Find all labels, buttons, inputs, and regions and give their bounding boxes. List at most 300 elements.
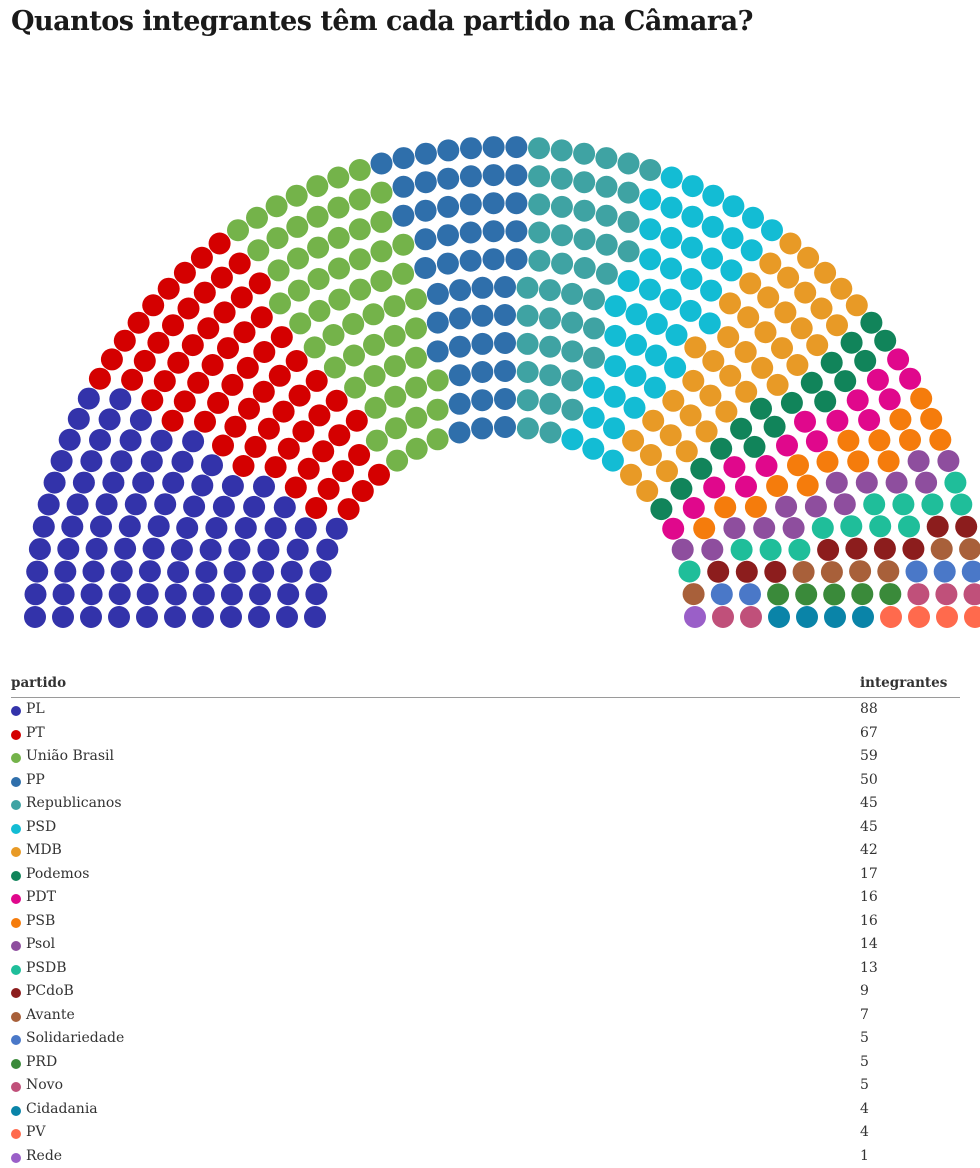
- seat-união-brasil: [370, 211, 392, 233]
- seat-pl: [276, 606, 298, 628]
- seat-mdb: [682, 370, 704, 392]
- seat-psd: [741, 239, 763, 261]
- seat-republicanos: [595, 147, 617, 169]
- seat-pt: [209, 233, 231, 255]
- party-members: 1: [860, 1148, 869, 1164]
- party-color-dot: [11, 1153, 21, 1163]
- seat-pt: [308, 404, 330, 426]
- seat-pdt: [858, 409, 880, 431]
- seat-mdb: [786, 354, 808, 376]
- seat-união-brasil: [308, 268, 330, 290]
- seat-psd: [660, 289, 682, 311]
- seat-pl: [29, 538, 51, 560]
- seat-pt: [289, 385, 311, 407]
- seat-psol: [834, 493, 856, 515]
- seat-união-brasil: [328, 197, 350, 219]
- seat-pp: [494, 360, 516, 382]
- seat-pp: [460, 193, 482, 215]
- seat-pp: [460, 165, 482, 187]
- party-members: 67: [860, 725, 878, 741]
- seat-pl: [24, 606, 46, 628]
- seat-pt: [211, 267, 233, 289]
- seat-pl: [73, 472, 95, 494]
- seat-avante: [683, 583, 705, 605]
- seat-psd: [645, 345, 667, 367]
- seat-pl: [57, 538, 79, 560]
- seat-pl: [162, 472, 184, 494]
- seat-pl: [176, 517, 198, 539]
- seat-pl: [248, 606, 270, 628]
- seat-podemos: [744, 436, 766, 458]
- seat-pt: [182, 334, 204, 356]
- seat-podemos: [860, 312, 882, 334]
- seat-psd: [625, 334, 647, 356]
- seat-mdb: [826, 314, 848, 336]
- seat-novo: [935, 583, 957, 605]
- seat-podemos: [874, 330, 896, 352]
- seat-união-brasil: [307, 237, 329, 259]
- party-name: União Brasil: [26, 748, 114, 764]
- seat-pt: [134, 350, 156, 372]
- seat-pl: [277, 583, 299, 605]
- seat-pt: [191, 247, 213, 269]
- seat-republicanos: [618, 240, 640, 262]
- seat-pl: [141, 450, 163, 472]
- seat-psol: [886, 472, 908, 494]
- seat-pdt: [887, 348, 909, 370]
- seat-mdb: [757, 286, 779, 308]
- seat-pp: [460, 250, 482, 272]
- seat-pt: [278, 438, 300, 460]
- seat-pl: [68, 408, 90, 430]
- seat-republicanos: [561, 283, 583, 305]
- seat-união-brasil: [287, 248, 309, 270]
- seat-pl: [172, 451, 194, 473]
- seat-pl: [80, 450, 102, 472]
- seat-republicanos: [573, 143, 595, 165]
- seat-pp: [449, 307, 471, 329]
- seat-união-brasil: [286, 216, 308, 238]
- seat-união-brasil: [365, 397, 387, 419]
- seat-pt: [214, 301, 236, 323]
- seat-psdb: [869, 515, 891, 537]
- seat-psd: [722, 195, 744, 217]
- seat-mdb: [640, 444, 662, 466]
- seat-pp: [506, 248, 528, 270]
- seat-mdb: [684, 336, 706, 358]
- seat-mdb: [680, 404, 702, 426]
- seat-pt: [271, 326, 293, 348]
- seat-pt: [238, 398, 260, 420]
- seat-pt: [231, 286, 253, 308]
- seat-pdt: [683, 497, 705, 519]
- seat-podemos: [801, 372, 823, 394]
- party-color-dot: [11, 753, 21, 763]
- seat-psd: [680, 300, 702, 322]
- seat-psd: [604, 325, 626, 347]
- seat-pl: [192, 606, 214, 628]
- party-members: 5: [860, 1077, 869, 1093]
- party-color-dot: [11, 1012, 21, 1022]
- seat-mdb: [715, 401, 737, 423]
- seat-pcdob: [764, 561, 786, 583]
- seat-psb: [817, 451, 839, 473]
- seat-pl: [249, 583, 271, 605]
- seat-pt: [346, 410, 368, 432]
- seat-prd: [767, 583, 789, 605]
- table-row: [11, 769, 960, 793]
- seat-pp: [471, 389, 493, 411]
- seat-pt: [285, 477, 307, 499]
- table-row: [11, 1051, 960, 1075]
- seat-pdt: [735, 476, 757, 498]
- seat-pl: [213, 496, 235, 518]
- seat-pl: [52, 606, 74, 628]
- seat-pl: [221, 583, 243, 605]
- party-color-dot: [11, 824, 21, 834]
- party-name: Psol: [26, 936, 55, 952]
- seat-psdb: [812, 517, 834, 539]
- table-row: [11, 816, 960, 840]
- seat-pl: [61, 516, 83, 538]
- seat-mdb: [622, 430, 644, 452]
- seat-psd: [583, 407, 605, 429]
- seat-republicanos: [517, 389, 539, 411]
- party-name: PL: [26, 701, 45, 717]
- seat-pt: [312, 440, 334, 462]
- seat-mdb: [636, 480, 658, 502]
- seat-mdb: [806, 334, 828, 356]
- party-color-dot: [11, 847, 21, 857]
- seat-pl: [220, 606, 242, 628]
- seat-psd: [702, 185, 724, 207]
- seat-pt: [305, 497, 327, 519]
- party-name: Rede: [26, 1148, 62, 1164]
- seat-podemos: [650, 498, 672, 520]
- seat-psb: [787, 454, 809, 476]
- seat-republicanos: [551, 224, 573, 246]
- seat-avante: [849, 560, 871, 582]
- seat-mdb: [662, 390, 684, 412]
- seat-psol: [915, 472, 937, 494]
- party-members: 88: [860, 701, 878, 717]
- seat-psd: [660, 258, 682, 280]
- seat-republicanos: [573, 200, 595, 222]
- seat-psd: [682, 175, 704, 197]
- seat-pl: [33, 516, 55, 538]
- seat-pl: [205, 517, 227, 539]
- seat-cidadania: [768, 606, 790, 628]
- seat-união-brasil: [363, 303, 385, 325]
- seat-pcdob: [845, 538, 867, 560]
- seat-psd: [582, 438, 604, 460]
- seat-pt: [167, 352, 189, 374]
- seat-pcdob: [817, 539, 839, 561]
- seat-união-brasil: [349, 218, 371, 240]
- seat-republicanos: [539, 336, 561, 358]
- seat-pl: [86, 538, 108, 560]
- seat-mdb: [811, 298, 833, 320]
- seat-pl: [136, 606, 158, 628]
- seat-solidariedade: [711, 583, 733, 605]
- seat-pt: [224, 416, 246, 438]
- seat-união-brasil: [363, 334, 385, 356]
- party-color-dot: [11, 1106, 21, 1116]
- seat-republicanos: [517, 417, 539, 439]
- seat-mdb: [751, 357, 773, 379]
- seat-pl: [265, 517, 287, 539]
- seat-solidariedade: [934, 561, 956, 583]
- seat-psb: [714, 496, 736, 518]
- seat-pl: [287, 539, 309, 561]
- seat-republicanos: [583, 288, 605, 310]
- seat-republicanos: [551, 196, 573, 218]
- seat-pp: [494, 304, 516, 326]
- seat-psol: [805, 496, 827, 518]
- seat-pp: [415, 228, 437, 250]
- seat-pl: [90, 516, 112, 538]
- seat-psol: [701, 539, 723, 561]
- seat-pp: [437, 139, 459, 161]
- seat-psol: [775, 496, 797, 518]
- seat-psdb: [892, 493, 914, 515]
- seat-pp: [415, 171, 437, 193]
- seat-avante: [877, 560, 899, 582]
- seat-psd: [624, 397, 646, 419]
- party-color-dot: [11, 1059, 21, 1069]
- seat-pl: [183, 496, 205, 518]
- seat-pt: [162, 314, 184, 336]
- seat-pt: [233, 455, 255, 477]
- seat-união-brasil: [371, 182, 393, 204]
- seat-pt: [197, 317, 219, 339]
- seat-união-brasil: [386, 450, 408, 472]
- party-color-dot: [11, 1082, 21, 1092]
- seat-pl: [224, 561, 246, 583]
- seat-união-brasil: [405, 407, 427, 429]
- party-name: PRD: [26, 1054, 57, 1070]
- seat-união-brasil: [385, 417, 407, 439]
- seat-psol: [753, 517, 775, 539]
- seat-união-brasil: [344, 377, 366, 399]
- seat-mdb: [717, 326, 739, 348]
- seat-pp: [437, 253, 459, 275]
- seat-novo: [740, 606, 762, 628]
- seat-pl: [109, 388, 131, 410]
- seat-pp: [393, 176, 415, 198]
- seat-mdb: [814, 262, 836, 284]
- seat-mdb: [735, 381, 757, 403]
- seat-avante: [931, 538, 953, 560]
- seat-união-brasil: [405, 317, 427, 339]
- party-members: 4: [860, 1124, 869, 1140]
- seat-psdb: [788, 539, 810, 561]
- seat-pt: [229, 253, 251, 275]
- table-row: [11, 839, 960, 863]
- seat-pdt: [867, 369, 889, 391]
- seat-pt: [348, 444, 370, 466]
- seat-republicanos: [517, 361, 539, 383]
- seat-pt: [178, 298, 200, 320]
- seat-pdt: [703, 477, 725, 499]
- seat-pl: [274, 496, 296, 518]
- party-members: 42: [860, 842, 878, 858]
- seat-prd: [851, 583, 873, 605]
- party-color-dot: [11, 871, 21, 881]
- seat-cidadania: [796, 606, 818, 628]
- seat-união-brasil: [406, 438, 428, 460]
- seat-republicanos: [528, 193, 550, 215]
- seat-união-brasil: [306, 175, 328, 197]
- seat-pp: [494, 332, 516, 354]
- seat-união-brasil: [349, 248, 371, 270]
- seat-podemos: [854, 350, 876, 372]
- seat-podemos: [821, 352, 843, 374]
- seat-mdb: [794, 282, 816, 304]
- seat-psol: [723, 517, 745, 539]
- table-row: [11, 722, 960, 746]
- seat-mdb: [777, 267, 799, 289]
- party-name: PSD: [26, 819, 56, 835]
- seat-psb: [745, 496, 767, 518]
- seat-pt: [328, 424, 350, 446]
- seat-mdb: [719, 292, 741, 314]
- table-row: [11, 957, 960, 981]
- seat-republicanos: [517, 333, 539, 355]
- seat-pt: [298, 458, 320, 480]
- party-members: 50: [860, 772, 878, 788]
- seat-mdb: [774, 301, 796, 323]
- seat-pl: [81, 583, 103, 605]
- seat-pl: [83, 561, 105, 583]
- party-members: 5: [860, 1030, 869, 1046]
- table-row: [11, 1004, 960, 1028]
- seat-pp: [471, 305, 493, 327]
- seat-pl: [53, 583, 75, 605]
- header-party: partido: [11, 675, 66, 691]
- seat-pcdob: [927, 516, 949, 538]
- seat-pp: [494, 388, 516, 410]
- seat-psd: [639, 248, 661, 270]
- seat-psd: [681, 237, 703, 259]
- seat-psd: [639, 189, 661, 211]
- seat-pl: [54, 561, 76, 583]
- seat-republicanos: [551, 253, 573, 275]
- seat-republicanos: [618, 211, 640, 233]
- seat-pp: [483, 136, 505, 158]
- seat-republicanos: [618, 153, 640, 175]
- seat-pp: [505, 192, 527, 214]
- seat-psd: [720, 259, 742, 281]
- party-name: PP: [26, 772, 45, 788]
- seat-pt: [332, 460, 354, 482]
- seat-pv: [908, 606, 930, 628]
- seat-pt: [221, 374, 243, 396]
- seat-psd: [702, 216, 724, 238]
- seat-mdb: [759, 253, 781, 275]
- seat-republicanos: [539, 307, 561, 329]
- seat-pp: [437, 196, 459, 218]
- seat-pt: [245, 436, 267, 458]
- party-name: MDB: [26, 842, 62, 858]
- seat-pt: [212, 435, 234, 457]
- party-members: 59: [860, 748, 878, 764]
- table-row: [11, 792, 960, 816]
- seat-psdb: [944, 472, 966, 494]
- seat-pp: [415, 200, 437, 222]
- seat-psol: [856, 472, 878, 494]
- table-row: [11, 863, 960, 887]
- seat-psd: [561, 428, 583, 450]
- seat-união-brasil: [227, 219, 249, 241]
- seat-psb: [766, 475, 788, 497]
- seat-mdb: [656, 460, 678, 482]
- seat-pl: [78, 388, 100, 410]
- seat-pl: [99, 408, 121, 430]
- seat-pl: [148, 515, 170, 537]
- seat-pdt: [794, 411, 816, 433]
- seat-pdt: [879, 388, 901, 410]
- seat-pcdob: [955, 516, 977, 538]
- seat-união-brasil: [370, 240, 392, 262]
- seat-união-brasil: [328, 289, 350, 311]
- seat-pdt: [899, 368, 921, 390]
- seat-mdb: [660, 424, 682, 446]
- seat-pt: [368, 464, 390, 486]
- seat-republicanos: [596, 263, 618, 285]
- seat-pp: [471, 333, 493, 355]
- seat-pl: [67, 493, 89, 515]
- seat-pl: [143, 538, 165, 560]
- party-color-dot: [11, 918, 21, 928]
- party-members: 16: [860, 913, 878, 929]
- seat-pt: [286, 350, 308, 372]
- seat-pl: [281, 561, 303, 583]
- seat-psol: [783, 517, 805, 539]
- seat-psd: [761, 219, 783, 241]
- seat-pp: [505, 164, 527, 186]
- seat-solidariedade: [962, 561, 980, 583]
- seat-pdt: [662, 518, 684, 540]
- seat-pp: [437, 168, 459, 190]
- seat-mdb: [791, 317, 813, 339]
- party-color-dot: [11, 941, 21, 951]
- seat-pl: [195, 561, 217, 583]
- seat-prd: [795, 583, 817, 605]
- seat-pp: [472, 277, 494, 299]
- seat-republicanos: [574, 257, 596, 279]
- seat-pl: [151, 430, 173, 452]
- seat-pt: [194, 411, 216, 433]
- seat-pv: [936, 606, 958, 628]
- party-name: PV: [26, 1124, 46, 1140]
- seat-união-brasil: [349, 189, 371, 211]
- seat-pp: [449, 279, 471, 301]
- seat-pt: [338, 498, 360, 520]
- seat-podemos: [670, 478, 692, 500]
- seat-avante: [821, 561, 843, 583]
- seat-pt: [318, 478, 340, 500]
- seat-psd: [701, 248, 723, 270]
- seat-pl: [252, 561, 274, 583]
- seat-republicanos: [561, 312, 583, 334]
- seat-pp: [415, 143, 437, 165]
- seat-psd: [639, 279, 661, 301]
- seat-pp: [505, 136, 527, 158]
- seat-psdb: [898, 516, 920, 538]
- table-row: [11, 1121, 960, 1145]
- seat-pt: [269, 365, 291, 387]
